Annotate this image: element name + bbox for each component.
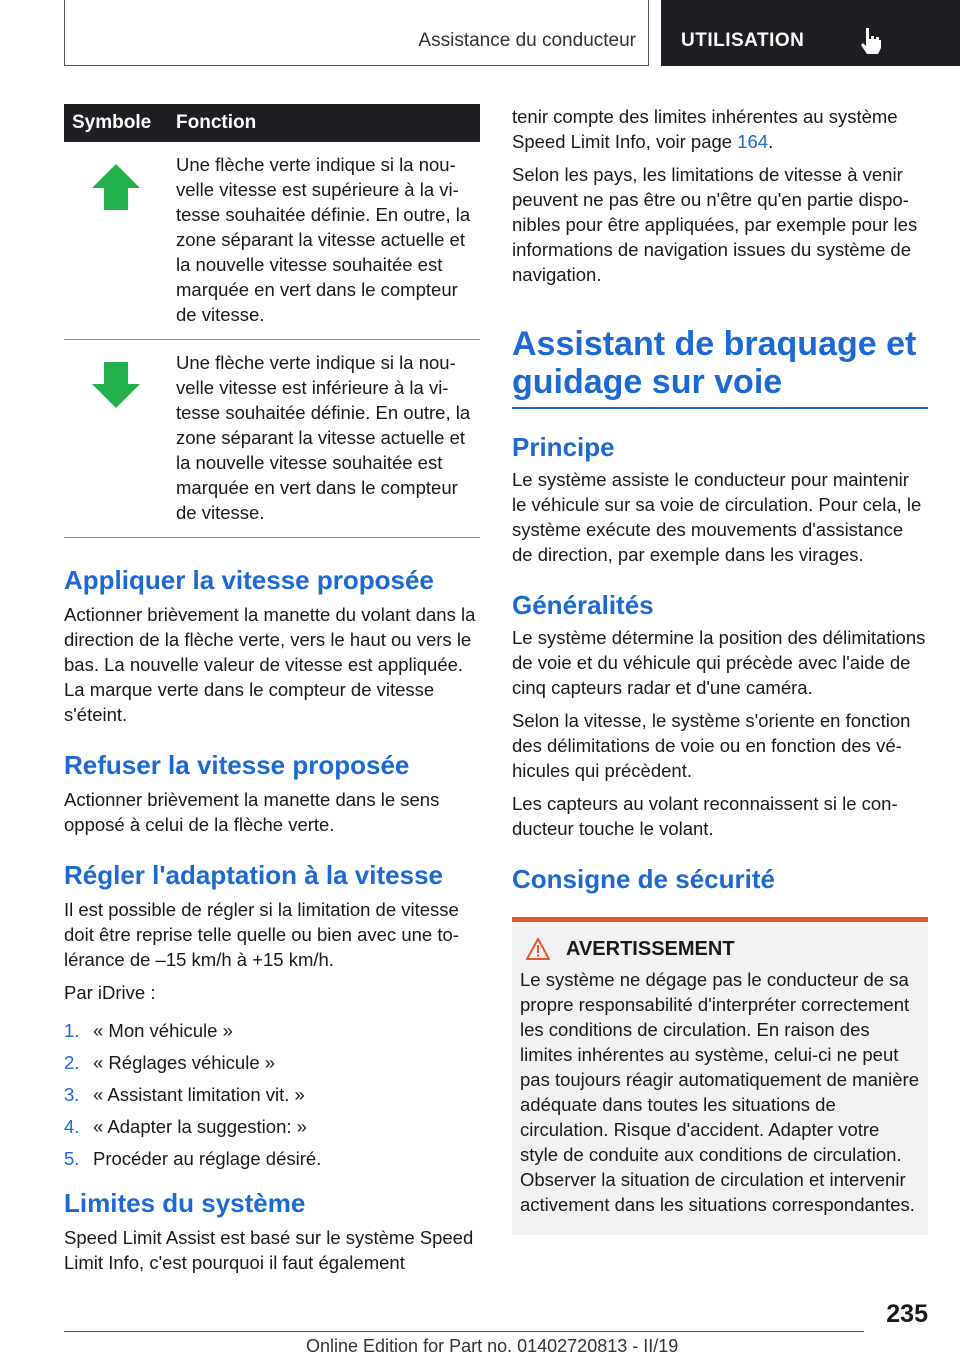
- hand-pointer-icon: [857, 26, 885, 56]
- green-arrow-down-icon: [92, 362, 140, 408]
- page-header: [64, 0, 960, 66]
- header-chapter-box: [661, 0, 960, 66]
- header-section-box: [64, 0, 649, 66]
- warning-title: AVERTISSEMENT: [520, 938, 920, 961]
- heading-securite: Consigne de sécurité: [512, 863, 775, 894]
- paragraph-idrive: Par iDrive :: [64, 982, 156, 1003]
- list-item: 1. « Mon véhicule »: [64, 1020, 233, 1041]
- table-cell-function: Une flèche verte indique si la nouvelle vitesse est inférieure à la vitesse souhaitée définie. En outre, la zone séparant la vitesse actuelle et la nouvelle vitesse souhaitée est marquée en vert dans le compteur de vitesse.: [168, 340, 480, 538]
- header-chapter-title: UTILISATION: [681, 30, 805, 51]
- paragraph-refuser: Actionner brièvement la manette dans le sens opposé à celui de la flèche verte.: [64, 789, 440, 835]
- steps-list: [64, 1018, 480, 1171]
- table-cell-symbol: [64, 142, 168, 340]
- warning-text: Le système ne dégage pas le conducteur de sa propre responsabilité d'interpréter correctement les conditions de circulation. En raison des limites inhérentes au système, celui-ci ne peut pas toujours réagir automatiquement de manière adéquate dans toutes les situations de circulation. Risque d'accident. Adapter votre style de conduite aux conditions de circulation. Observer la situation de circulation et intervenir activement dans les situations correspondantes.: [520, 968, 920, 1215]
- page-number: 235: [886, 1300, 928, 1328]
- heading-limites: Limites du système: [64, 1188, 306, 1218]
- table-header-symbol: Symbole: [64, 104, 168, 142]
- paragraph-generalites-1: Le système détermine la position des délimitations de voie et du véhicule qui précède avec l'aide de cinq capteurs radar et d'une caméra.: [512, 626, 926, 698]
- header-section-title: Assistance du conducteur: [418, 30, 636, 51]
- footer-edition: Online Edition for Part no. 01402720813 - II/19: [306, 1336, 679, 1356]
- heading-generalites: Généralités: [512, 589, 654, 620]
- heading-refuser: Refuser la vitesse proposée: [64, 750, 410, 780]
- paragraph-appliquer: Actionner brièvement la manette du volant dans la direction de la flèche verte, vers le haut ou vers le bas. La nouvelle valeur de vitesse est appliquée. La marque verte dans le compteur de vitesse s'éteint.: [64, 604, 476, 725]
- page-link[interactable]: 164: [737, 131, 769, 152]
- heading-divider: [512, 407, 928, 409]
- heading-principe: Principe: [512, 431, 615, 462]
- symbol-table: [64, 104, 480, 538]
- list-item: 3. « Assistant limitation vit. »: [64, 1084, 305, 1105]
- paragraph-generalites-2: Selon la vitesse, le système s'oriente en fonction des délimitations de voie ou en fonction des véhicules qui précèdent.: [512, 709, 911, 781]
- list-item: 4. « Adapter la suggestion: »: [64, 1116, 307, 1137]
- green-arrow-up-icon: [92, 164, 140, 210]
- table-cell-symbol: [64, 340, 168, 538]
- paragraph-limites-left: Speed Limit Assist est basé sur le système Speed Limit Info, c'est pourquoi il faut également: [64, 1227, 474, 1273]
- paragraph-principe: Le système assiste le conducteur pour maintenir le véhicule sur sa voie de circulation. Pour cela, le système exécute des mouvements d'assistance de direction, par exemple dans les virages.: [512, 468, 922, 565]
- table-cell-function: Une flèche verte indique si la nouvelle vitesse est supérieure à la vitesse souhaitée définie. En outre, la zone séparant la vitesse actuelle et la nouvelle vitesse souhaitée est marquée en vert dans le compteur de vitesse.: [168, 142, 480, 340]
- paragraph-limites-right: tenir compte des limites inhérentes au système Speed Limit Info, voir page 164.: [512, 106, 898, 152]
- list-item: 2. « Réglages véhicule »: [64, 1052, 276, 1073]
- warning-triangle-icon: [526, 938, 550, 960]
- heading-braquage: Assistant de braquage et guidage sur voie: [512, 325, 917, 401]
- paragraph-generalites-3: Les capteurs au volant reconnaissent si le conducteur touche le volant.: [512, 792, 898, 839]
- heading-appliquer: Appliquer la vitesse proposée: [64, 565, 434, 595]
- left-column: [64, 104, 480, 1275]
- paragraph-regler: Il est possible de régler si la limitation de vitesse doit être reprise telle quelle ou bien avec une tolérance de –15 km/h à +15 km/h.: [64, 899, 459, 970]
- right-column: [512, 104, 928, 1235]
- footer-divider: [64, 1331, 864, 1332]
- warning-box: [512, 917, 928, 1235]
- table-row: [64, 340, 480, 538]
- table-header-function: Fonction: [168, 104, 480, 142]
- heading-regler: Régler l'adaptation à la vitesse: [64, 860, 443, 890]
- table-row: [64, 142, 480, 340]
- list-item: 5. Procéder au réglage désiré.: [64, 1148, 322, 1169]
- paragraph-limites-2: Selon les pays, les limitations de vitesse à venir peuvent ne pas être ou n'être qu'en partie disponibles pour être appliquées, par exemple pour les informations de navigation issues du système de navigation.: [512, 164, 918, 285]
